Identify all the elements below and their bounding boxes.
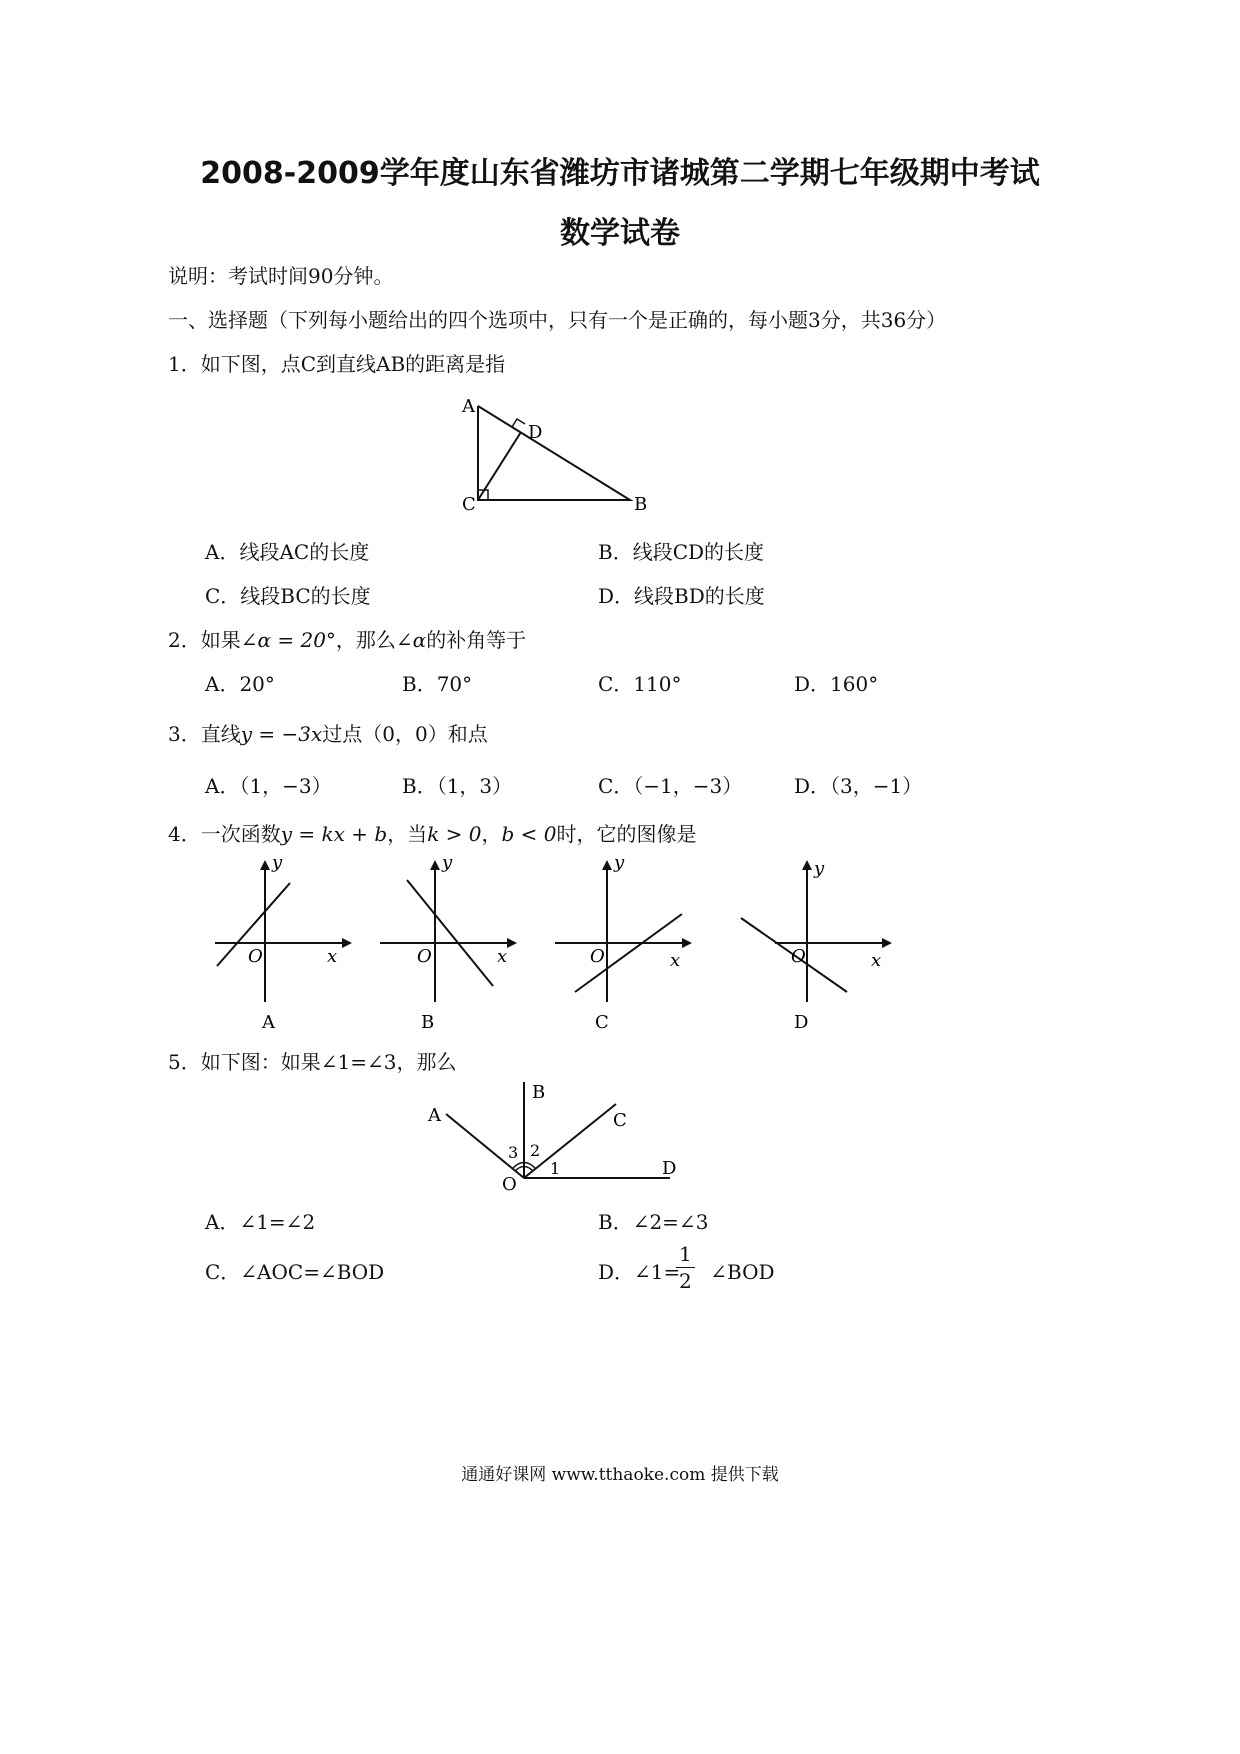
q3-option-c[interactable]: C．（−1，−3） [598, 774, 743, 798]
q3-option-a[interactable]: A．（1，−3） [205, 774, 332, 798]
q4-stem-math2: k > 0 [427, 822, 482, 846]
q2-stem-suffix: 的补角等于 [426, 628, 527, 652]
q4c-caption: C [595, 1012, 609, 1032]
q4-graph-b[interactable] [375, 852, 525, 1032]
question-3-stem [168, 718, 488, 747]
question-5-stem: 5．如下图：如果∠1=∠3，那么 [168, 1050, 457, 1074]
question-4-stem [168, 818, 697, 847]
q5-option-d-fraction [676, 1241, 695, 1294]
q5-label-1: 1 [550, 1159, 561, 1178]
q1-label-b: B [634, 494, 648, 515]
fraction-numerator: 1 [676, 1241, 695, 1268]
q4c-origin-label: O [590, 946, 605, 967]
q5-angle-figure [420, 1078, 690, 1193]
q5-label-c: C [613, 1110, 627, 1131]
q1-option-d[interactable]: D．线段BD的长度 [598, 584, 765, 608]
q4-stem-math: y = kx + b [280, 822, 388, 846]
q5-option-a[interactable]: A．∠1=∠2 [205, 1210, 316, 1234]
q1-label-a: A [462, 396, 475, 417]
page-subtitle: 数学试卷 [560, 216, 680, 251]
exam-note: 说明：考试时间90分钟。 [168, 264, 394, 288]
q3-option-b[interactable]: B．（1，3） [402, 774, 513, 798]
q1-triangle-figure [440, 392, 660, 522]
q5-option-b[interactable]: B．∠2=∠3 [598, 1210, 709, 1234]
q4c-x-label: x [670, 950, 681, 971]
q4d-y-label: y [814, 858, 825, 879]
q4-graph-c[interactable] [550, 852, 700, 1032]
q4d-origin-label: O [791, 946, 806, 967]
q2-option-d[interactable]: D．160° [794, 672, 879, 696]
q4-stem-math3: b < 0 [501, 822, 557, 846]
q1-option-c[interactable]: C．线段BC的长度 [205, 584, 371, 608]
q1-option-a[interactable]: A．线段AC的长度 [205, 540, 370, 564]
q4a-y-label: y [272, 852, 283, 873]
q5-label-o: O [502, 1174, 517, 1193]
fraction-denominator: 2 [679, 1269, 692, 1293]
section-heading: 一、选择题（下列每小题给出的四个选项中，只有一个是正确的，每小题3分，共36分） [168, 308, 947, 332]
q1-label-d: D [528, 422, 543, 443]
q5-label-a: A [428, 1105, 441, 1126]
q2-stem-prefix: 2．如果 [168, 628, 241, 652]
q1-option-b[interactable]: B．线段CD的长度 [598, 540, 765, 564]
q5-label-3: 3 [508, 1143, 519, 1162]
page-footer: 通通好课网 www.tthaoke.com 提供下载 [461, 1465, 779, 1485]
q5-option-d-suffix: ∠BOD [710, 1260, 775, 1284]
q2-option-a[interactable]: A．20° [205, 672, 275, 696]
q4-graph-a[interactable] [210, 852, 360, 1032]
q4-stem-mid: ，当 [387, 822, 428, 846]
q4a-origin-label: O [248, 946, 263, 967]
q3-stem-prefix: 3．直线 [168, 722, 241, 746]
q2-option-b[interactable]: B．70° [402, 672, 473, 696]
q4a-x-label: x [327, 946, 338, 967]
q2-stem-math2: ∠α [395, 628, 427, 652]
q4b-x-label: x [497, 946, 508, 967]
q4-stem-prefix: 4．一次函数 [168, 822, 281, 846]
question-2-stem [168, 624, 526, 653]
question-1-stem: 1．如下图，点C到直线AB的距离是指 [168, 352, 506, 376]
q2-stem-math: ∠α = 20° [240, 628, 336, 652]
q5-option-c[interactable]: C．∠AOC=∠BOD [205, 1260, 385, 1284]
q4-stem-suffix: 时，它的图像是 [556, 822, 697, 846]
q4-stem-comma: ， [481, 822, 502, 846]
q5-label-d: D [662, 1158, 677, 1179]
q1-label-c: C [462, 494, 476, 515]
q5-option-d-prefix: D．∠1= [598, 1260, 681, 1284]
q2-stem-mid: ，那么 [335, 628, 396, 652]
q4d-x-label: x [871, 950, 882, 971]
q4b-y-label: y [442, 852, 453, 873]
q4b-origin-label: O [417, 946, 432, 967]
q5-label-b: B [532, 1082, 546, 1103]
q5-label-2: 2 [530, 1141, 541, 1160]
q2-option-c[interactable]: C．110° [598, 672, 682, 696]
q4d-caption: D [794, 1012, 809, 1032]
q4-graph-d[interactable] [735, 852, 895, 1032]
q3-stem-math: y = −3x [240, 722, 323, 746]
q3-stem-suffix: 过点（0，0）和点 [322, 722, 488, 746]
page-title: 2008-2009学年度山东省潍坊市诸城第二学期七年级期中考试 [200, 156, 1040, 191]
q4c-y-label: y [614, 852, 625, 873]
q4a-caption: A [262, 1012, 275, 1032]
q3-option-d[interactable]: D．（3，−1） [794, 774, 923, 798]
q4b-caption: B [421, 1012, 435, 1032]
